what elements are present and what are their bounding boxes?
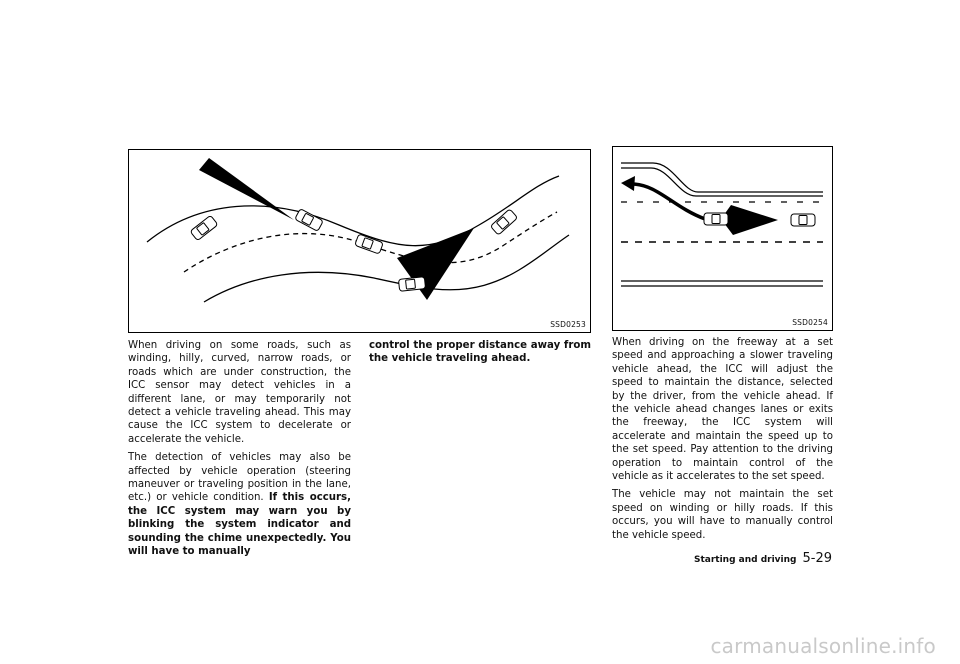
figure-curved-road — [128, 149, 591, 333]
paragraph-text: The detection of vehicles may also be affected by vehicle operation (steering maneuver or traveling position in the lane, etc.) or vehicle condition. — [128, 452, 351, 504]
freeway-illustration — [613, 147, 832, 330]
vehicles — [190, 209, 518, 292]
text-column-1 — [128, 339, 351, 564]
car-middle-lead — [295, 209, 324, 232]
page-footer — [694, 547, 832, 566]
curved-road-illustration — [129, 150, 590, 332]
figure-code: SSD0253 — [550, 320, 586, 329]
car-left — [190, 215, 218, 240]
arrow-head-icon — [621, 176, 635, 191]
warning-text-continued: control the proper distance away from the vehicle traveling ahead. — [369, 340, 591, 365]
paragraph: When driving on the freeway at a set speed and approaching a slower traveling vehicle ahead, the ICC will adjust the speed to maintain the distance, selected by the driver, from the vehicle ahead. If the vehicle ahead changes lanes or exits the freeway, the ICC system will accelerate and maintain the speed up to the set speed. Pay attention to the driving operation to maintain control of the vehicle as it accelerates to the set speed. — [612, 337, 833, 483]
car-following — [704, 213, 728, 225]
figure-code: SSD0254 — [792, 318, 828, 327]
car-right-following — [398, 277, 425, 292]
sensor-beams — [199, 158, 474, 300]
warning-text: If this occurs, the ICC system may warn you by blinking the system indicator and sounding the chime unexpectedly. You will have to manually — [128, 492, 351, 558]
car-right-lead — [490, 209, 517, 235]
page-number: 5-29 — [802, 551, 832, 566]
road-edge-bottom — [204, 235, 569, 302]
sensor-beam — [721, 205, 778, 235]
road-edge-top — [147, 176, 559, 246]
text-column-2 — [369, 339, 591, 371]
paragraph: When driving on some roads, such as winding, hilly, curved, narrow roads, or roads which are under construction, the ICC sensor may detect vehicles in a different lane, or may temporarily not detect a vehicle traveling ahead. This may cause the ICC system to decelerate or accelerate the vehicle. — [128, 340, 351, 445]
text-column-3 — [612, 336, 833, 547]
watermark: carmanualsonline.info — [710, 634, 936, 658]
paragraph: The vehicle may not maintain the set speed on winding or hilly roads. If this occurs, you will have to manually control the vehicle speed. — [612, 489, 833, 541]
car-ahead — [791, 214, 815, 226]
section-title: Starting and driving — [693, 555, 797, 565]
paragraph — [128, 451, 351, 558]
sensor-beam-left — [199, 158, 294, 220]
figure-freeway-lane-change — [612, 146, 833, 331]
